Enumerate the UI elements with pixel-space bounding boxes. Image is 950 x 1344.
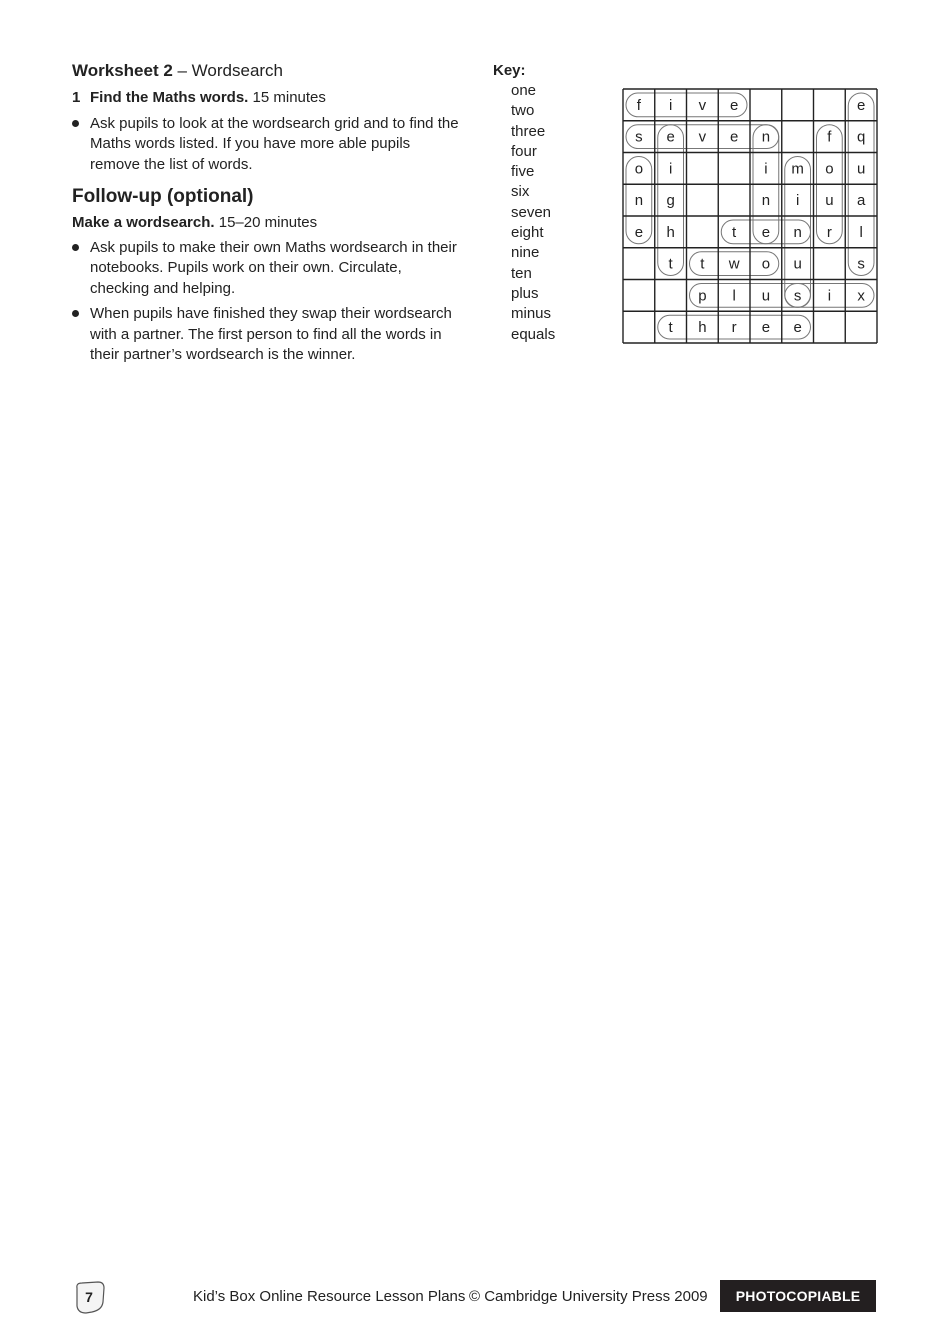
footer-title: Kid’s Box Online Resource Lesson Plans bbox=[193, 1288, 466, 1305]
step-bullet: Ask pupils to look at the wordsearch grid and to find the Maths words listed. If you have more able pupils remove the list of words. bbox=[72, 114, 464, 176]
grid-letter: p bbox=[698, 287, 707, 305]
grid-letter: u bbox=[761, 287, 771, 305]
grid-letter: w bbox=[728, 255, 740, 273]
grid-letter: r bbox=[826, 223, 832, 241]
grid-letter: l bbox=[732, 287, 736, 305]
grid-letter: t bbox=[668, 319, 673, 337]
grid-letter: n bbox=[634, 192, 644, 210]
key-word: equals bbox=[511, 325, 556, 343]
grid-letter: s bbox=[635, 128, 643, 146]
grid-letter: s bbox=[857, 255, 865, 273]
page-number-badge bbox=[72, 1280, 106, 1314]
instructions-column bbox=[72, 60, 464, 371]
key-word: plus bbox=[511, 284, 539, 302]
grid-letter: m bbox=[791, 160, 804, 178]
grid-letter: i bbox=[764, 160, 768, 178]
grid-letter: e bbox=[634, 223, 644, 241]
grid-letter: n bbox=[761, 128, 771, 146]
key-word: ten bbox=[511, 264, 532, 282]
grid-letter: e bbox=[761, 319, 771, 337]
grid-letter: e bbox=[761, 223, 771, 241]
answer-key bbox=[493, 61, 555, 345]
grid-letter: t bbox=[700, 255, 705, 273]
grid-letter: u bbox=[856, 160, 866, 178]
key-word: minus bbox=[511, 305, 552, 323]
step-number: 1 bbox=[72, 89, 81, 106]
grid-letter: h bbox=[698, 319, 707, 337]
key-word: three bbox=[511, 122, 546, 140]
grid-letter: i bbox=[795, 192, 800, 210]
grid-letter: v bbox=[698, 128, 707, 146]
key-word: five bbox=[511, 163, 535, 181]
grid-letter: e bbox=[793, 319, 802, 337]
step-1 bbox=[72, 88, 464, 109]
grid-letter: e bbox=[729, 128, 739, 146]
grid-letter: x bbox=[857, 287, 865, 305]
page-number: 7 bbox=[85, 1289, 93, 1305]
grid-letter: i bbox=[668, 96, 673, 114]
key-title: Key: bbox=[493, 62, 526, 79]
grid-letter: g bbox=[666, 192, 675, 210]
followup-bullet: When pupils have finished they swap their wordsearch with a partner. The first person to find all the words in their partner’s wordsearch is the winner. bbox=[72, 304, 464, 366]
key-word-list bbox=[511, 81, 555, 345]
grid-letter: o bbox=[825, 160, 834, 178]
bullet-icon bbox=[72, 244, 79, 251]
grid-letter: u bbox=[825, 192, 834, 210]
footer-copyright: © Cambridge University Press 2009 bbox=[469, 1288, 708, 1305]
grid-letter: f bbox=[636, 96, 641, 114]
grid-letter: t bbox=[668, 255, 673, 273]
grid-letter: f bbox=[827, 128, 832, 146]
grid-letter: h bbox=[666, 223, 675, 241]
followup-bullet: Ask pupils to make their own Maths wordsearch in their notebooks. Pupils work on their own. Circulate, checking and helping. bbox=[72, 238, 464, 300]
grid-letter: s bbox=[793, 287, 802, 305]
key-word: seven bbox=[511, 203, 552, 221]
key-word: one bbox=[511, 82, 537, 99]
bullet-icon bbox=[72, 310, 79, 317]
grid-letter: l bbox=[859, 223, 863, 241]
grid-letter: o bbox=[634, 160, 644, 178]
grid-letter: n bbox=[793, 223, 802, 241]
key-word: two bbox=[511, 102, 535, 120]
grid-letter: i bbox=[668, 160, 673, 178]
grid-letter: q bbox=[856, 128, 866, 146]
grid-letter: e bbox=[729, 96, 739, 114]
grid-letter: u bbox=[793, 255, 802, 273]
grid-letter: r bbox=[731, 319, 737, 337]
wordsearch-grid bbox=[622, 88, 878, 344]
photocopiable-badge: PHOTOCOPIABLE bbox=[720, 1280, 876, 1312]
key-word: nine bbox=[511, 244, 540, 262]
grid-letter: i bbox=[827, 287, 832, 305]
grid-letter: n bbox=[761, 192, 771, 210]
key-word: eight bbox=[511, 224, 544, 242]
key-word: six bbox=[511, 183, 530, 201]
step-text: Find the Maths words. 15 minutes bbox=[90, 89, 326, 106]
grid-letter: o bbox=[761, 255, 771, 273]
make-wordsearch-line: Make a wordsearch. 15–20 minutes bbox=[72, 214, 318, 231]
grid-letter: t bbox=[732, 223, 737, 241]
grid-letter: e bbox=[856, 96, 866, 114]
grid-letter: a bbox=[856, 192, 866, 210]
grid-letter: e bbox=[666, 128, 675, 146]
grid-letter: v bbox=[698, 96, 707, 114]
bullet-icon bbox=[72, 120, 79, 127]
key-word: four bbox=[511, 142, 537, 160]
worksheet-title: Worksheet 2 – Wordsearch bbox=[72, 61, 284, 80]
followup-heading: Follow-up (optional) bbox=[72, 186, 254, 207]
